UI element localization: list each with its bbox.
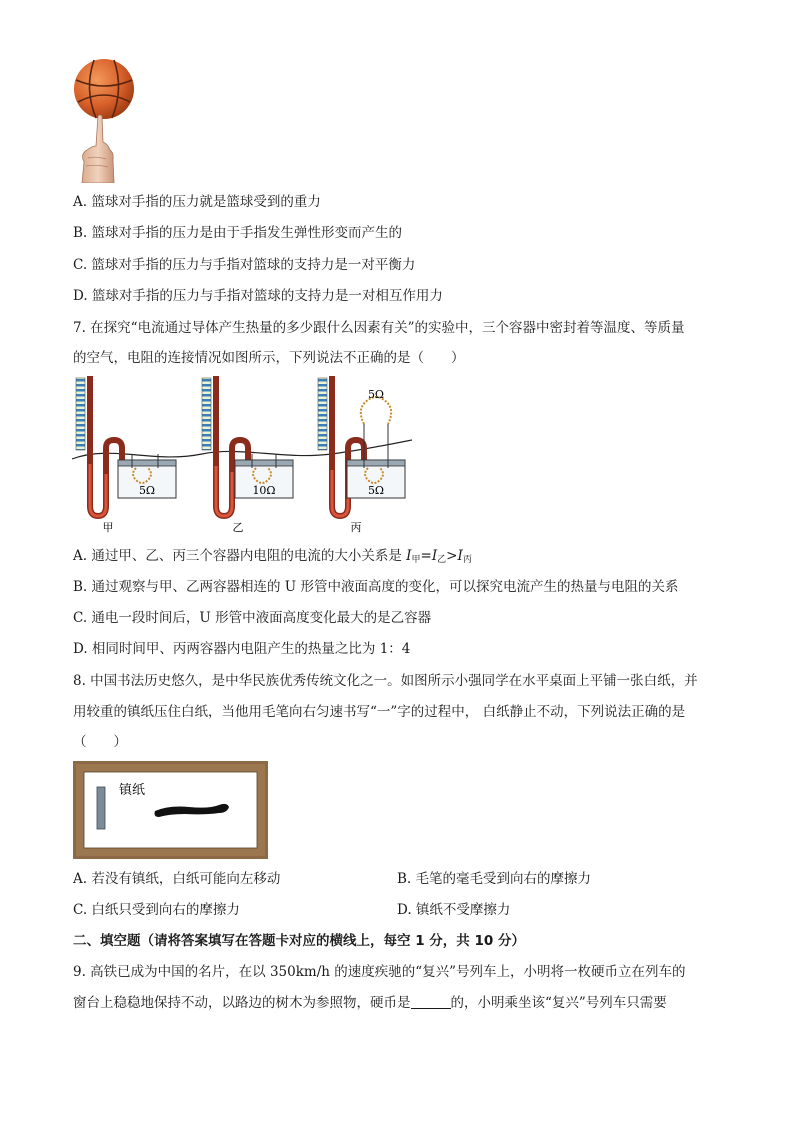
q8-option-a: A. 若没有镇纸，白纸可能向左移动 <box>73 871 281 887</box>
q9-answer-blank[interactable] <box>411 994 451 1009</box>
q8-option-c: C. 白纸只受到向右的摩擦力 <box>73 902 240 918</box>
q8-stem-line1: 8. 中国书法历史悠久，是中华民族优秀传统文化之一。如图所示小强同学在水平桌面上平铺一张白纸，并 <box>73 673 698 689</box>
container-bing <box>318 376 405 534</box>
label-bing: 丙 <box>350 521 362 534</box>
q8-stem-line3: （ ） <box>73 734 127 750</box>
label-yi: 乙 <box>232 521 244 534</box>
q7-option-b: B. 通过观察与甲、乙两容器相连的 U 形管中液面高度的变化，可以探究电流产生的热量与电阻的关系 <box>73 579 679 595</box>
q7-stem-line2: 的空气，电阻的连接情况如图所示，下列说法不正确的是（ ） <box>73 350 465 366</box>
q7-option-a: A. 通过甲、乙、丙三个容器内电阻的电流的大小关系是 $I_甲=I_乙>I_丙$ <box>73 548 472 565</box>
q6-option-d: D. 篮球对手指的压力与手指对篮球的支持力是一对相互作用力 <box>73 288 443 304</box>
q6-option-b: B. 篮球对手指的压力是由于手指发生弹性形变而产生的 <box>73 225 403 241</box>
paperweight <box>97 787 105 829</box>
paperweight-label: 镇纸 <box>119 783 146 798</box>
resistor-external-label: 5Ω <box>367 388 385 401</box>
q7-option-c: C. 通电一段时间后，U 形管中液面高度变化最大的是乙容器 <box>73 610 432 626</box>
q7-stem-line1: 7. 在探究“电流通过导体产生热量的多少跟什么因素有关”的实验中，三个容器中密封着等温度、等质量 <box>73 320 685 336</box>
q7-option-d: D. 相同时间甲、丙两容器内电阻产生的热量之比为 1：4 <box>73 641 411 657</box>
q6-option-c: C. 篮球对手指的压力与手指对篮球的支持力是一对平衡力 <box>73 257 416 273</box>
q8-stem-line2: 用较重的镇纸压住白纸，当他用毛笔向右匀速书写“一”字的过程中， 白纸静止不动，下列说法正确的是 <box>73 704 686 720</box>
resistor-yi-label: 10Ω <box>252 484 276 497</box>
basketball-finger-illustration <box>70 58 140 183</box>
q9-stem-line2: 窗台上稳稳地保持不动，以路边的树木为参照物，硬币是 的，小明乘坐该“复兴”号列车只需要 <box>73 995 667 1011</box>
q8-calligraphy-diagram <box>73 761 268 859</box>
section2-title: 二、填空题（请将答案填写在答题卡对应的横线上，每空 1 分，共 10 分） <box>73 933 525 949</box>
finger <box>82 115 114 183</box>
q8-option-b: B. 毛笔的毫毛受到向右的摩擦力 <box>397 871 592 887</box>
container-jia <box>76 376 176 534</box>
resistor-jia-label: 5Ω <box>138 484 156 497</box>
q9-stem-line1: 9. 高铁已成为中国的名片，在以 350km/h 的速度疾驰的“复兴”号列车上，小明将一枚硬币立在列车的 <box>73 964 686 980</box>
q6-option-a: A. 篮球对手指的压力就是篮球受到的重力 <box>73 194 321 210</box>
basketball <box>74 59 134 119</box>
q7-heating-experiment-diagram <box>72 374 412 539</box>
label-jia: 甲 <box>102 521 114 534</box>
resistor-bing-label: 5Ω <box>367 484 385 497</box>
q8-option-d: D. 镇纸不受摩擦力 <box>397 902 511 918</box>
